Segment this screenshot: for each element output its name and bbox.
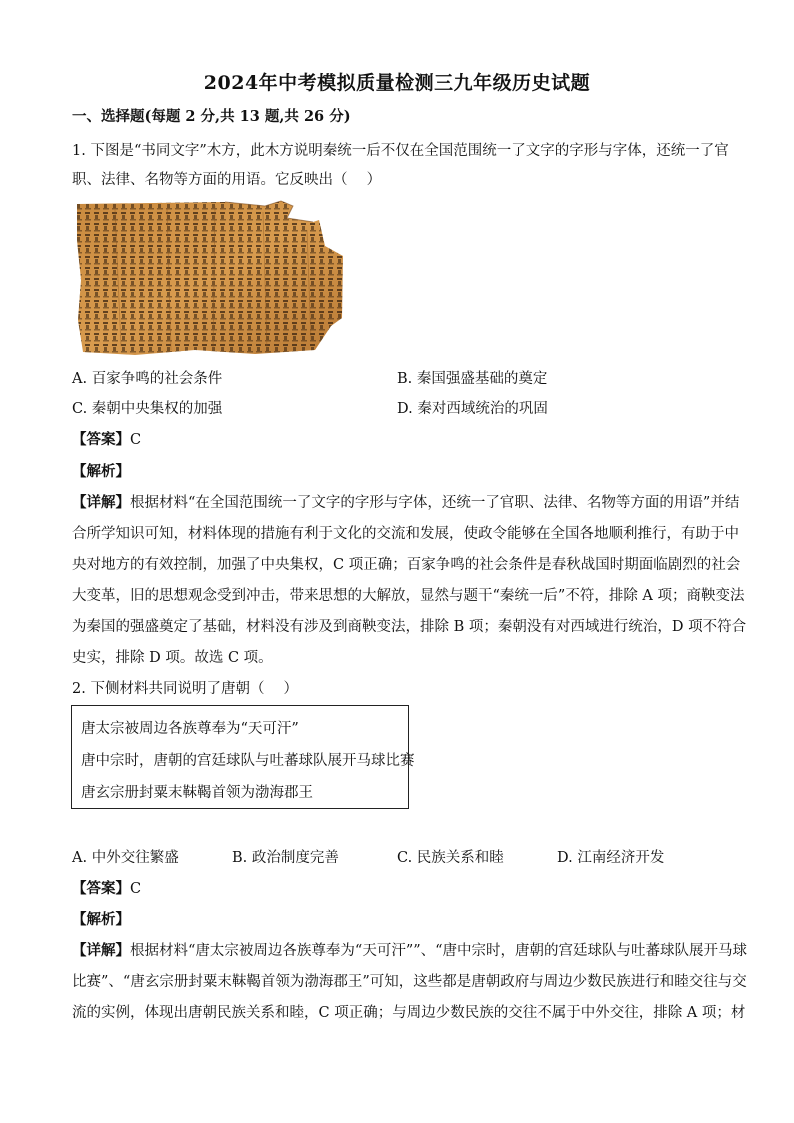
q1-detail-line: 为秦国的强盛奠定了基础，材料没有涉及到商鞅变法，排除 B 项；秦朝没有对西域进行统治，D 项不符合: [72, 619, 747, 635]
q2-detail-line: 流的实例，体现出唐朝民族关系和睦，C 项正确；与周边少数民族的交往不属于中外交往，排除 A 项；材: [72, 1005, 746, 1021]
q2-material-3: 唐玄宗册封粟末靺鞨首领为渤海郡王: [81, 785, 313, 801]
q1-detail-text: 根据材料“在全国范围统一了文字的字形与字体，还统一了官职、法律、名物等方面的用语”并结: [130, 495, 740, 511]
q1-option-d: D. 秦对西域统治的巩固: [397, 401, 548, 417]
q2-detail-label: 【详解】: [72, 942, 130, 959]
q1-option-b: B. 秦国强盛基础的奠定: [397, 371, 548, 387]
q2-material-1: 唐太宗被周边各族尊奉为“天可汗”: [81, 721, 299, 737]
q2-option-b: B. 政治制度完善: [232, 850, 339, 866]
q2-detail-text: 根据材料“唐太宗被周边各族尊奉为“天可汗””、“唐中宗时，唐朝的宫廷球队与吐蕃球队展开马球: [130, 943, 748, 959]
q1-stem-line1: 1. 下图是“书同文字”木方，此木方说明秦统一后不仅在全国范围统一了文字的字形与字体，还统一了官: [72, 143, 729, 159]
wooden-tablet-image: [75, 200, 346, 356]
q2-detail-line: [72, 941, 747, 961]
q2-option-a: A. 中外交往繁盛: [72, 850, 179, 866]
q2-answer-value: C: [130, 881, 142, 897]
q2-answer: [72, 879, 141, 899]
q2-option-d: D. 江南经济开发: [557, 850, 665, 866]
q1-answer-value: C: [130, 432, 142, 448]
q1-analysis-label: 【解析】: [72, 463, 130, 480]
q1-detail-line: 央对地方的有效控制，加强了中央集权，C 项正确；百家争鸣的社会条件是春秋战国时期面临剧烈的社会: [72, 557, 741, 573]
q1-detail-line: 史实，排除 D 项。故选 C 项。: [72, 650, 273, 666]
q1-option-c: C. 秦朝中央集权的加强: [72, 401, 223, 417]
q2-material-2: 唐中宗时，唐朝的宫廷球队与吐蕃球队展开马球比赛: [81, 753, 415, 769]
q1-stem-line2: 职、法律、名物等方面的用语。它反映出（ ）: [72, 172, 382, 188]
q2-material-box: [71, 705, 415, 809]
q1-detail-line: 合所学知识可知，材料体现的措施有利于文化的交流和发展，使政令能够在全国各地顺利推行，有助于中: [72, 526, 739, 542]
q1-detail-line: [72, 493, 739, 513]
page-title: 2024年中考模拟质量检测三九年级历史试题: [203, 72, 591, 94]
q2-analysis-label: 【解析】: [72, 911, 130, 928]
q2-detail-line: 比赛”、“唐玄宗册封粟末靺鞨首领为渤海郡王”可知，这些都是唐朝政府与周边少数民族进行和睦交往与交: [72, 974, 747, 990]
q1-detail-label: 【详解】: [72, 494, 130, 511]
q1-answer: [72, 430, 141, 450]
q2-answer-label: 【答案】: [72, 880, 130, 897]
q1-option-a: A. 百家争鸣的社会条件: [72, 371, 223, 387]
q2-option-c: C. 民族关系和睦: [397, 850, 504, 866]
section-heading: 一、选择题(每题 2 分,共 13 题,共 26 分): [72, 108, 351, 125]
q1-detail-line: 大变革，旧的思想观念受到冲击，带来思想的大解放，显然与题干“秦统一后”不符，排除 A 项；商鞅变法: [72, 588, 745, 604]
q1-answer-label: 【答案】: [72, 431, 130, 448]
q2-stem: 2. 下侧材料共同说明了唐朝（ ）: [72, 681, 299, 697]
